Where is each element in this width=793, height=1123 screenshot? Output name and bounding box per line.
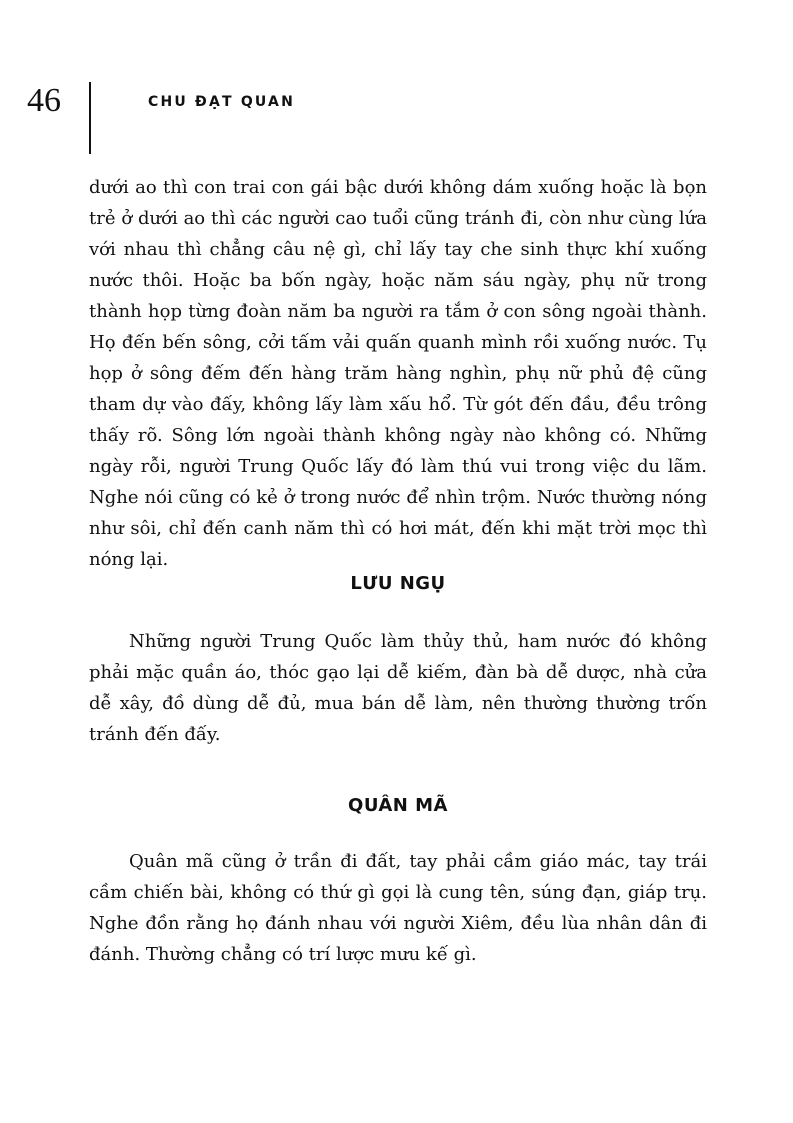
body-paragraph-continued: dưới ao thì con trai con gái bậc dưới không dám xuống hoặc là bọn trẻ ở dưới ao thì các người cao tuổi cũng tránh đi, còn như cùng lứa với nhau thì chẳng câu nệ gì, chỉ lấy tay che sinh thực khí xuống nước thôi. Hoặc ba bốn ngày, hoặc năm sáu ngày, phụ nữ trong thành họp từng đoàn năm ba người ra tắm ở con sông ngoài thành. Họ đến bến sông, cởi tấm vải quấn quanh mình rồi xuống nước. Tụ họp ở sông đếm đến hàng trăm hàng nghìn, phụ nữ phủ đệ cũng tham dự vào đấy, không lấy làm xấu hổ. Từ gót đến đầu, đều trông thấy rõ. Sông lớn ngoài thành không ngày nào không có. Những ngày rỗi, người Trung Quốc lấy đó làm thú vui trong việc du lãm. Nghe nói cũng có kẻ ở trong nước để nhìn trộm. Nước thường nóng như sôi, chỉ đến canh năm thì có hơi mát, đến khi mặt trời mọc thì nóng lại. — [89, 177, 707, 570]
header-divider — [89, 82, 91, 154]
section-paragraph-luu-ngu: Những người Trung Quốc làm thủy thủ, ham nước đó không phải mặc quần áo, thóc gạo lại dễ kiếm, đàn bà dễ dược, nhà cửa dễ xây, đồ dùng dễ đủ, mua bán dễ làm, nên thường thường trốn tránh đến đấy. — [89, 631, 707, 745]
page-number: 46 — [27, 82, 61, 119]
running-head-author: CHU ĐẠT QUAN — [148, 94, 296, 110]
section-heading-quan-ma: QUÂN MÃ — [348, 795, 448, 816]
section-paragraph-quan-ma: Quân mã cũng ở trần đi đất, tay phải cầm giáo mác, tay trái cầm chiến bài, không có thứ gì gọi là cung tên, súng đạn, giáp trụ. Nghe đồn rằng họ đánh nhau với người Xiêm, đều lùa nhân dân đi đánh. Thường chẳng có trí lược mưu kế gì. — [89, 851, 707, 965]
section-heading-luu-ngu: LƯU NGỤ — [350, 573, 446, 594]
